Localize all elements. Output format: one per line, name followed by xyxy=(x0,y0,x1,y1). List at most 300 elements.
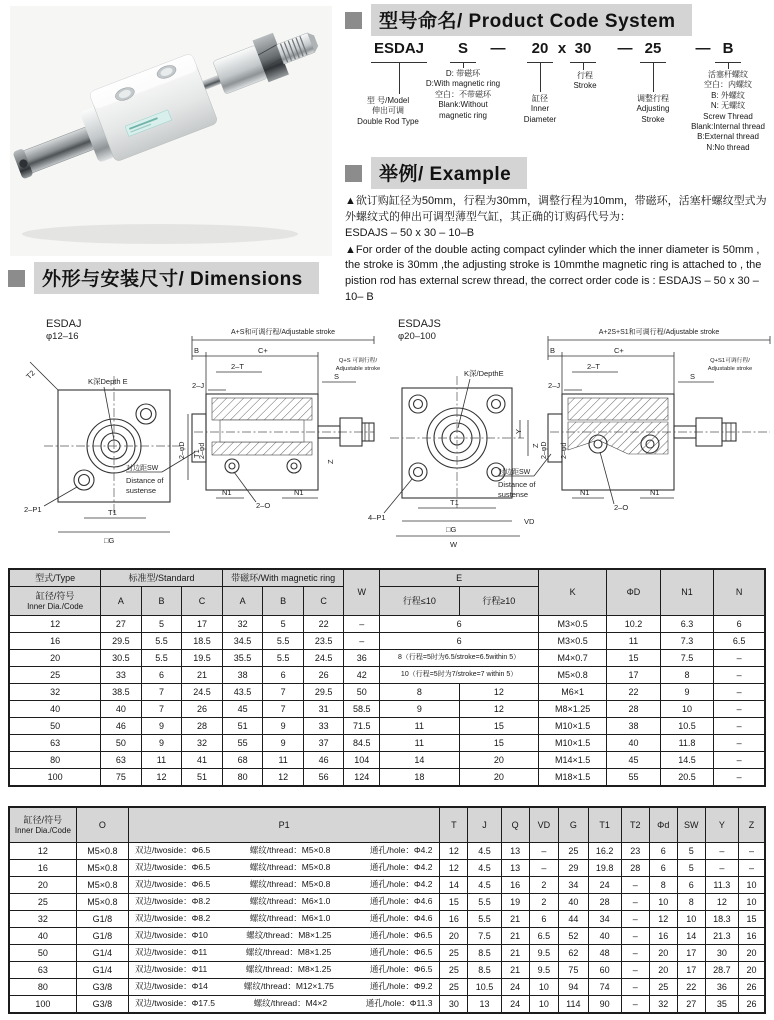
label-line: B: 外螺纹 xyxy=(711,90,745,100)
spec-cell: 17 xyxy=(677,945,705,962)
col-y: Y xyxy=(705,807,738,843)
spec-cell: – xyxy=(621,996,649,1014)
spec-cell: – xyxy=(714,735,765,752)
code-part-thread: B xyxy=(722,40,734,57)
spec-cell: 36 xyxy=(344,650,380,667)
svg-text:T1: T1 xyxy=(450,498,459,507)
spec-cell: 38.5 xyxy=(101,684,142,701)
spec-row xyxy=(9,769,765,787)
p1-part: 通孔/hole：Φ4.2 xyxy=(369,879,433,890)
code-part-stroke: 30 xyxy=(574,40,592,57)
header-row xyxy=(9,807,765,843)
spec-cell: 68 xyxy=(222,752,263,769)
spec-row xyxy=(9,877,765,894)
code-part-adjust: 25 xyxy=(644,40,662,57)
p1-part: 螺纹/thread：M5×0.8 xyxy=(249,862,331,873)
spec-cell: 40 xyxy=(588,928,621,945)
spec-row xyxy=(9,843,765,860)
spec-row xyxy=(9,701,765,718)
spec-cell: 20 xyxy=(459,752,538,769)
spec-cell: 28.7 xyxy=(705,962,738,979)
spec-cell: – xyxy=(621,945,649,962)
spec-cell: 10 xyxy=(660,701,714,718)
port-cell: M5×0.8 xyxy=(76,877,128,894)
col-vd: VD xyxy=(529,807,558,843)
spec-cell: 15 xyxy=(738,911,765,928)
spec-cell: 5.5 xyxy=(468,894,501,911)
spec-cell: 51 xyxy=(182,769,223,787)
spec-cell: 9 xyxy=(263,735,304,752)
svg-text:2–φd: 2–φd xyxy=(199,442,206,459)
spec-cell: 12 xyxy=(440,860,468,877)
spec-cell: 16 xyxy=(440,911,468,928)
svg-text:N1: N1 xyxy=(222,488,232,497)
spec-cell: 5 xyxy=(677,860,705,877)
spec-row xyxy=(9,752,765,769)
spec-cell: 10.5 xyxy=(660,718,714,735)
spec-cell: 25 xyxy=(440,979,468,996)
row-code-cell: 50 xyxy=(9,945,76,962)
svg-text:K深Depth E: K深Depth E xyxy=(88,377,128,386)
port-cell: M5×0.8 xyxy=(76,894,128,911)
svg-text:S: S xyxy=(334,372,340,381)
p1-cell xyxy=(128,962,440,979)
label-line: D: 带磁环 xyxy=(445,69,481,78)
spec-row xyxy=(9,684,765,701)
row-code-cell: 100 xyxy=(9,996,76,1014)
spec-row xyxy=(9,945,765,962)
spec-cell: – xyxy=(714,650,765,667)
spec-cell: 32 xyxy=(222,616,263,633)
svg-text:C+: C+ xyxy=(614,346,624,355)
spec-cell: 6 xyxy=(380,616,539,633)
spec-cell: 19.8 xyxy=(588,860,621,877)
p1-part: 通孔/hole：Φ6.5 xyxy=(369,964,433,975)
p1-part: 通孔/hole：Φ4.6 xyxy=(369,896,433,907)
spec-cell: 17 xyxy=(607,667,661,684)
drawings-svg xyxy=(0,302,774,562)
spec-cell: 6 xyxy=(649,860,677,877)
svg-text:W: W xyxy=(450,540,458,549)
spec-cell: 7 xyxy=(263,701,304,718)
svg-text:B: B xyxy=(194,346,200,355)
row-code-cell: 32 xyxy=(9,911,76,928)
spec-cell: – xyxy=(738,843,765,860)
p1-cell xyxy=(128,928,440,945)
spec-cell: – xyxy=(621,962,649,979)
svg-text:sustense: sustense xyxy=(126,486,157,495)
spec-cell: 10.2 xyxy=(607,616,661,633)
svg-text:N1: N1 xyxy=(294,488,304,497)
spec-row xyxy=(9,718,765,735)
spec-cell: 16.2 xyxy=(588,843,621,860)
label-line: 缸径 xyxy=(531,94,548,103)
code-part-magnetic: S xyxy=(457,40,469,57)
col-g: G xyxy=(559,807,588,843)
label-line: N: 无螺纹 xyxy=(710,101,746,111)
label-bore xyxy=(524,94,556,125)
col-code xyxy=(9,807,76,843)
spec-cell: 35.5 xyxy=(222,650,263,667)
spec-cell: M18×1.5 xyxy=(539,769,607,787)
spec-row xyxy=(9,616,765,633)
svg-text:2–J: 2–J xyxy=(192,381,205,390)
spec-cell: 9 xyxy=(141,735,182,752)
spec-cell: 30 xyxy=(705,945,738,962)
svg-text:2–O: 2–O xyxy=(614,503,629,512)
p1-cell xyxy=(128,877,440,894)
spec-cell: 42 xyxy=(344,667,380,684)
row-code-cell: 80 xyxy=(9,979,76,996)
p1-part: 双边/twoside：Φ14 xyxy=(134,981,208,992)
spec-cell: – xyxy=(714,684,765,701)
svg-text:2–O: 2–O xyxy=(256,501,271,510)
spec-cell: 6 xyxy=(649,843,677,860)
spec-cell: M5×0.8 xyxy=(539,667,607,684)
port-cell: G3/8 xyxy=(76,979,128,996)
spec-cell: 9.5 xyxy=(529,945,558,962)
spec-cell: 20 xyxy=(738,945,765,962)
spec-cell: 10（行程=5时为7/stroke=7 within 5） xyxy=(380,667,539,684)
p1-cell xyxy=(128,979,440,996)
col-z: Z xyxy=(738,807,765,843)
spec-cell: 12 xyxy=(649,911,677,928)
spec-cell: 124 xyxy=(344,769,380,787)
spec-cell: 12 xyxy=(705,894,738,911)
row-code-cell: 20 xyxy=(9,650,101,667)
label-magnetic xyxy=(426,69,500,121)
svg-text:2–J: 2–J xyxy=(548,381,561,390)
spec-cell: 34 xyxy=(588,911,621,928)
spec-cell: 71.5 xyxy=(344,718,380,735)
spec-cell: 33 xyxy=(101,667,142,684)
code-separator: — xyxy=(617,40,633,57)
spec-cell: 22 xyxy=(303,616,344,633)
p1-part: 双边/twoside：Φ10 xyxy=(134,930,208,941)
spec-cell: – xyxy=(714,701,765,718)
spec-cell: 29.5 xyxy=(101,633,142,650)
spec-cell: 16 xyxy=(501,877,529,894)
spec-cell: 40 xyxy=(101,701,142,718)
p1-part: 通孔/hole：Φ9.2 xyxy=(369,981,433,992)
p1-cell xyxy=(128,996,440,1014)
spec-cell: 8 xyxy=(677,894,705,911)
spec-cell: 12 xyxy=(141,769,182,787)
p1-part: 螺纹/thread：M5×0.8 xyxy=(249,879,331,890)
spec-cell: 36 xyxy=(705,979,738,996)
row-code-cell: 32 xyxy=(9,684,101,701)
spec-cell: 74 xyxy=(588,979,621,996)
spec-cell: – xyxy=(529,843,558,860)
spec-cell: 17 xyxy=(677,962,705,979)
spec-cell: 29 xyxy=(559,860,588,877)
spec-cell: 10 xyxy=(649,894,677,911)
spec-cell: 6 xyxy=(380,633,539,650)
spec-row xyxy=(9,860,765,877)
spec-cell: 20.5 xyxy=(660,769,714,787)
spec-cell: 38 xyxy=(222,667,263,684)
port-cell: G1/4 xyxy=(76,945,128,962)
col-t1: T1 xyxy=(588,807,621,843)
spec-cell: – xyxy=(621,911,649,928)
spec-cell: 80 xyxy=(222,769,263,787)
spec-cell: 11 xyxy=(263,752,304,769)
label-adjust xyxy=(637,94,670,125)
spec-cell: 14 xyxy=(440,877,468,894)
spec-cell: 10 xyxy=(738,894,765,911)
svg-text:sustense: sustense xyxy=(498,490,529,499)
spec-table-ports xyxy=(8,806,766,1014)
spec-row xyxy=(9,911,765,928)
p1-part: 双边/twoside：Φ6.5 xyxy=(134,879,211,890)
svg-text:2–φd: 2–φd xyxy=(561,442,568,459)
svg-text:2–T: 2–T xyxy=(587,362,600,371)
svg-text:A+2S+S1和可调行程/Adjustable stroke: A+2S+S1和可调行程/Adjustable stroke xyxy=(598,329,720,336)
spec-cell: 14.5 xyxy=(660,752,714,769)
spec-cell: – xyxy=(344,616,380,633)
spec-row xyxy=(9,928,765,945)
spec-cell: 23.5 xyxy=(303,633,344,650)
spec-row xyxy=(9,650,765,667)
section-bullet-icon xyxy=(8,270,25,287)
svg-text:对边距SW: 对边距SW xyxy=(126,465,159,472)
spec-cell: 15 xyxy=(459,718,538,735)
spec-cell: 13 xyxy=(501,860,529,877)
spec-cell: 27 xyxy=(101,616,142,633)
spec-cell: 25 xyxy=(440,962,468,979)
spec-row xyxy=(9,633,765,650)
spec-cell: 8（行程=5时为6.5/stroke=6.5within 5） xyxy=(380,650,539,667)
p1-part: 螺纹/thread：M5×0.8 xyxy=(249,845,331,856)
spec-row xyxy=(9,962,765,979)
col-n1: N1 xyxy=(660,569,714,616)
spec-cell: 20 xyxy=(440,928,468,945)
spec-cell: 20 xyxy=(459,769,538,787)
spec-cell: 22 xyxy=(677,979,705,996)
spec-cell: 12 xyxy=(440,843,468,860)
spec-cell: 28 xyxy=(182,718,223,735)
section-title: 型号命名/ Product Code System xyxy=(371,4,692,36)
spec-cell: 8 xyxy=(660,667,714,684)
svg-text:ESDAJS: ESDAJS xyxy=(398,318,441,330)
connector xyxy=(640,62,666,92)
spec-cell: 45 xyxy=(607,752,661,769)
svg-text:T1: T1 xyxy=(192,449,201,458)
p1-part: 螺纹/thread：M4×2 xyxy=(253,998,328,1009)
spec-cell: 62 xyxy=(559,945,588,962)
spec-cell: 26 xyxy=(182,701,223,718)
spec-cell: 41 xyxy=(182,752,223,769)
row-code-cell: 80 xyxy=(9,752,101,769)
spec-cell: 9 xyxy=(141,718,182,735)
spec-cell: 5.5 xyxy=(468,911,501,928)
spec-cell: 24 xyxy=(501,996,529,1014)
spec-cell: 58.5 xyxy=(344,701,380,718)
p1-part: 双边/twoside：Φ11 xyxy=(134,947,208,958)
spec-cell: 32 xyxy=(182,735,223,752)
spec-cell: 6 xyxy=(677,877,705,894)
p1-part: 通孔/hole：Φ4.2 xyxy=(369,862,433,873)
spec-cell: 5 xyxy=(677,843,705,860)
spec-cell: 18.3 xyxy=(705,911,738,928)
col-a: A xyxy=(101,587,142,616)
row-code-cell: 12 xyxy=(9,843,76,860)
svg-text:C+: C+ xyxy=(258,346,268,355)
row-code-cell: 63 xyxy=(9,735,101,752)
p1-part: 双边/twoside：Φ8.2 xyxy=(134,913,211,924)
spec-cell: 10 xyxy=(738,877,765,894)
p1-cell xyxy=(128,945,440,962)
spec-cell: 15 xyxy=(459,735,538,752)
spec-cell: 27 xyxy=(677,996,705,1014)
cylinder-photo-illustration xyxy=(10,6,332,256)
svg-text:VD: VD xyxy=(524,517,535,526)
port-cell: G3/8 xyxy=(76,996,128,1014)
spec-cell: 13 xyxy=(501,843,529,860)
svg-text:A+S和可调行程/Adjustable stroke: A+S和可调行程/Adjustable stroke xyxy=(230,329,336,336)
spec-cell: 11 xyxy=(380,735,459,752)
code-separator: — xyxy=(695,40,711,57)
svg-text:Z: Z xyxy=(326,459,335,464)
label-line: Stroke xyxy=(641,114,665,124)
p1-part: 通孔/hole：Φ6.5 xyxy=(369,947,433,958)
spec-cell: 6 xyxy=(141,667,182,684)
spec-cell: 50 xyxy=(101,735,142,752)
svg-text:□G: □G xyxy=(104,536,115,545)
svg-text:Adjustable stroke: Adjustable stroke xyxy=(707,366,753,372)
label-stroke xyxy=(573,71,596,92)
svg-text:□G: □G xyxy=(446,525,457,534)
spec-cell: 114 xyxy=(559,996,588,1014)
product-photo xyxy=(10,6,332,256)
spec-cell: 9 xyxy=(263,718,304,735)
spec-cell: – xyxy=(714,667,765,684)
p1-part: 双边/twoside：Φ8.2 xyxy=(134,896,211,907)
spec-cell: 13 xyxy=(468,996,501,1014)
example-order-code: ESDAJS – 50 x 30 – 10–B xyxy=(345,227,475,240)
svg-text:Adjustable stroke: Adjustable stroke xyxy=(335,366,381,372)
spec-cell: 48 xyxy=(588,945,621,962)
svg-text:B: B xyxy=(550,346,556,355)
spec-cell: 12 xyxy=(459,684,538,701)
spec-cell: 56 xyxy=(303,769,344,787)
spec-cell: 10.5 xyxy=(468,979,501,996)
spec-cell: 52 xyxy=(559,928,588,945)
spec-cell: 7.5 xyxy=(468,928,501,945)
dimension-table-1 xyxy=(8,568,766,787)
spec-cell: 60 xyxy=(588,962,621,979)
spec-row xyxy=(9,735,765,752)
p1-part: 螺纹/thread：M6×1.0 xyxy=(249,913,331,924)
spec-cell: 7.3 xyxy=(660,633,714,650)
row-code-cell: 12 xyxy=(9,616,101,633)
spec-cell: 24 xyxy=(501,979,529,996)
spec-cell: 2 xyxy=(529,877,558,894)
spec-cell: 5.5 xyxy=(141,650,182,667)
spec-cell: 7 xyxy=(141,701,182,718)
label-line: 空白：内螺纹 xyxy=(703,80,752,90)
spec-cell: 6 xyxy=(714,616,765,633)
col-code-zh: 缸径/符号 xyxy=(35,591,75,602)
col-phid: Φd xyxy=(649,807,677,843)
spec-cell: 8.5 xyxy=(468,945,501,962)
spec-cell: – xyxy=(738,860,765,877)
p1-cell xyxy=(128,894,440,911)
label-line: Screw Thread xyxy=(703,111,753,121)
spec-cell: 17 xyxy=(182,616,223,633)
spec-cell: 28 xyxy=(588,894,621,911)
label-line: Blank:Internal thread xyxy=(691,121,765,131)
spec-table-main xyxy=(8,568,766,787)
port-cell: M5×0.8 xyxy=(76,860,128,877)
spec-cell: 26 xyxy=(303,667,344,684)
spec-cell: 5.5 xyxy=(263,650,304,667)
p1-part: 螺纹/thread：M6×1.0 xyxy=(249,896,331,907)
p1-part: 双边/twoside：Φ11 xyxy=(134,964,208,975)
spec-cell: 6 xyxy=(263,667,304,684)
connector xyxy=(715,62,741,69)
spec-cell: 5 xyxy=(263,616,304,633)
spec-cell: M3×0.5 xyxy=(539,633,607,650)
col-code-en: Inner Dia./Code xyxy=(14,825,71,835)
col-c: C xyxy=(182,587,223,616)
spec-cell: – xyxy=(714,769,765,787)
col-code-zh: 缸径/符号 xyxy=(23,815,63,826)
example-text xyxy=(345,194,771,305)
spec-cell: 31 xyxy=(303,701,344,718)
spec-cell: 75 xyxy=(101,769,142,787)
p1-cell xyxy=(128,860,440,877)
row-code-cell: 25 xyxy=(9,894,76,911)
row-code-cell: 25 xyxy=(9,667,101,684)
spec-cell: 7 xyxy=(141,684,182,701)
spec-cell: 6.3 xyxy=(660,616,714,633)
label-line: B:External thread xyxy=(697,132,759,142)
p1-cell xyxy=(128,911,440,928)
spec-row xyxy=(9,667,765,684)
spec-cell: 20 xyxy=(738,962,765,979)
spec-cell: 90 xyxy=(588,996,621,1014)
spec-cell: 40 xyxy=(607,735,661,752)
spec-cell: M4×0.7 xyxy=(539,650,607,667)
section-bullet-icon xyxy=(345,12,362,29)
label-line: Diameter xyxy=(523,114,557,124)
svg-text:K深/DepthE: K深/DepthE xyxy=(464,369,504,378)
spec-cell: 4.5 xyxy=(468,843,501,860)
spec-cell: 55 xyxy=(607,769,661,787)
p1-part: 双边/twoside：Φ6.5 xyxy=(134,845,211,856)
label-line: Blank:Without xyxy=(438,100,488,110)
spec-cell: 44 xyxy=(559,911,588,928)
p1-part: 通孔/hole：Φ4.2 xyxy=(369,845,433,856)
spec-cell: 28 xyxy=(621,860,649,877)
label-line: 伸出可调 xyxy=(371,106,404,116)
spec-cell: 19 xyxy=(501,894,529,911)
p1-part: 通孔/hole：Φ11.3 xyxy=(365,998,433,1009)
spec-cell: 11 xyxy=(607,633,661,650)
spec-cell: 10 xyxy=(529,979,558,996)
spec-cell: – xyxy=(705,843,738,860)
dimension-drawings xyxy=(0,302,774,562)
section-title: 外形与安装尺寸/ Dimensions xyxy=(34,262,319,294)
spec-cell: 12 xyxy=(459,701,538,718)
spec-cell: 15 xyxy=(440,894,468,911)
spec-cell: 5.5 xyxy=(263,633,304,650)
p1-part: 螺纹/thread：M12×1.75 xyxy=(243,981,334,992)
spec-cell: 28 xyxy=(607,701,661,718)
spec-cell: 8 xyxy=(649,877,677,894)
spec-cell: 6 xyxy=(529,911,558,928)
